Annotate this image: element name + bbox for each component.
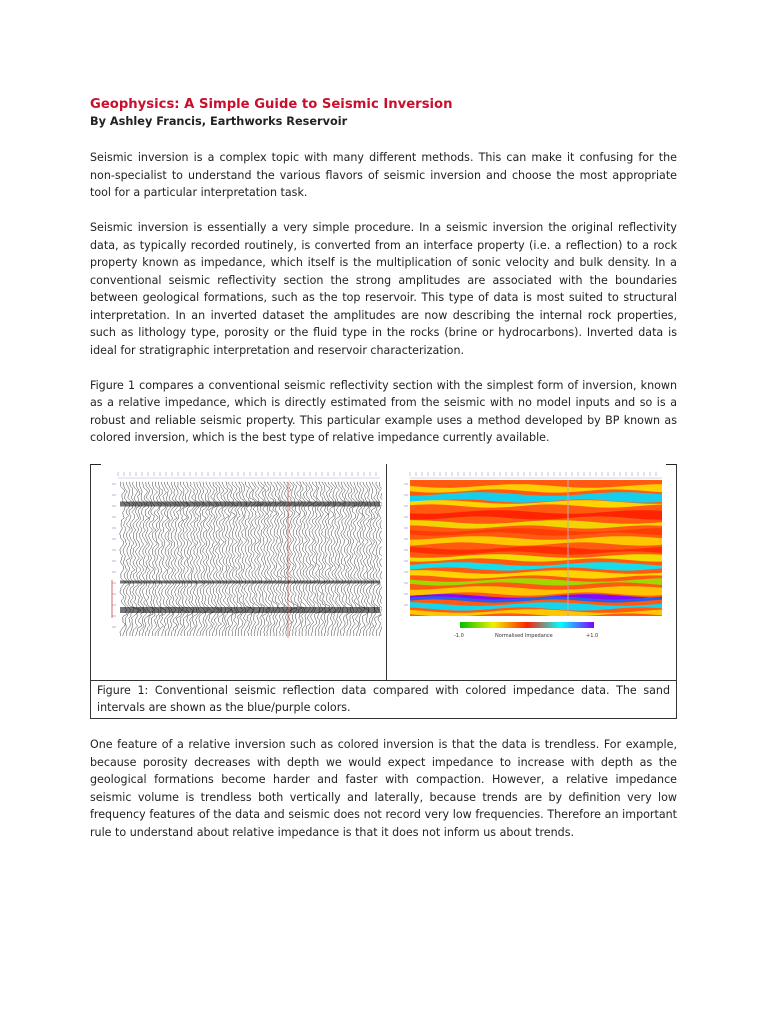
colored-impedance-section: [390, 468, 672, 648]
colorbar-title: Normalised Impedance: [495, 633, 553, 639]
colorbar: [460, 622, 594, 628]
figure-right-border: [676, 464, 677, 682]
figure-caption: Figure 1: Conventional seismic reflection data compared with colored impedance data. The sand intervals are shown as the blue/purple colors.: [90, 680, 677, 719]
paragraph-intro: Seismic inversion is a complex topic with many different methods. This can make it confusing for the non-specialist to understand the various flavors of seismic inversion and choose the most appropriate tool for a particular interpretation task.: [90, 151, 677, 199]
paragraph-figure-intro: Figure 1 compares a conventional seismic reflectivity section with the simplest form of inversion, known as a relative impedance, which is directly estimated from the seismic with no model inputs and so is a robust and reliable seismic property. This particular example uses a method developed by BP known as colored inversion, which is the best type of relative impedance currently available.: [90, 378, 677, 444]
seismic-reflectivity-section: [100, 468, 382, 638]
colorbar-max-label: +1.0: [586, 633, 599, 639]
document-title: Geophysics: A Simple Guide to Seismic Inversion: [90, 97, 453, 112]
document-page: [90, 96, 677, 859]
paragraph-trendless: One feature of a relative inversion such as colored inversion is that the data is trendless. For example, because porosity decreases with depth we would expect impedance to increase with depth as the geological formations become harder and faster with compaction. However, a relative impedance seismic volume is trendless both vertically and laterally, because trends are by definition very low frequency features of the data and seismic does not record very low frequencies. Therefore an important rule to understand about relative impedance is that it does not inform us about trends.: [90, 738, 677, 839]
figure-left-border: [90, 464, 91, 682]
figure-divider: [386, 464, 387, 682]
paragraph-procedure: Seismic inversion is essentially a very simple procedure. In a seismic inversion the original reflectivity data, as typically recorded routinely, is converted from an interface property (i.e. a reflection) to a rock property known as impedance, which itself is the multiplication of sonic velocity and bulk density. In a conventional seismic reflectivity section the strong amplitudes are associated with the boundaries between geological formations, such as the top reservoir. This type of data is most suited to structural interpretation. In an inverted dataset the amplitudes are now describing the internal rock properties, such as lithology type, porosity or the fluid type in the rocks (brine or hydrocarbons). Inverted data is ideal for stratigraphic interpretation and reservoir characterization.: [90, 221, 677, 357]
document-byline: By Ashley Francis, Earthworks Reservoir: [90, 115, 348, 128]
figure-1: [90, 464, 677, 682]
colorbar-min-label: -1.0: [454, 633, 464, 639]
